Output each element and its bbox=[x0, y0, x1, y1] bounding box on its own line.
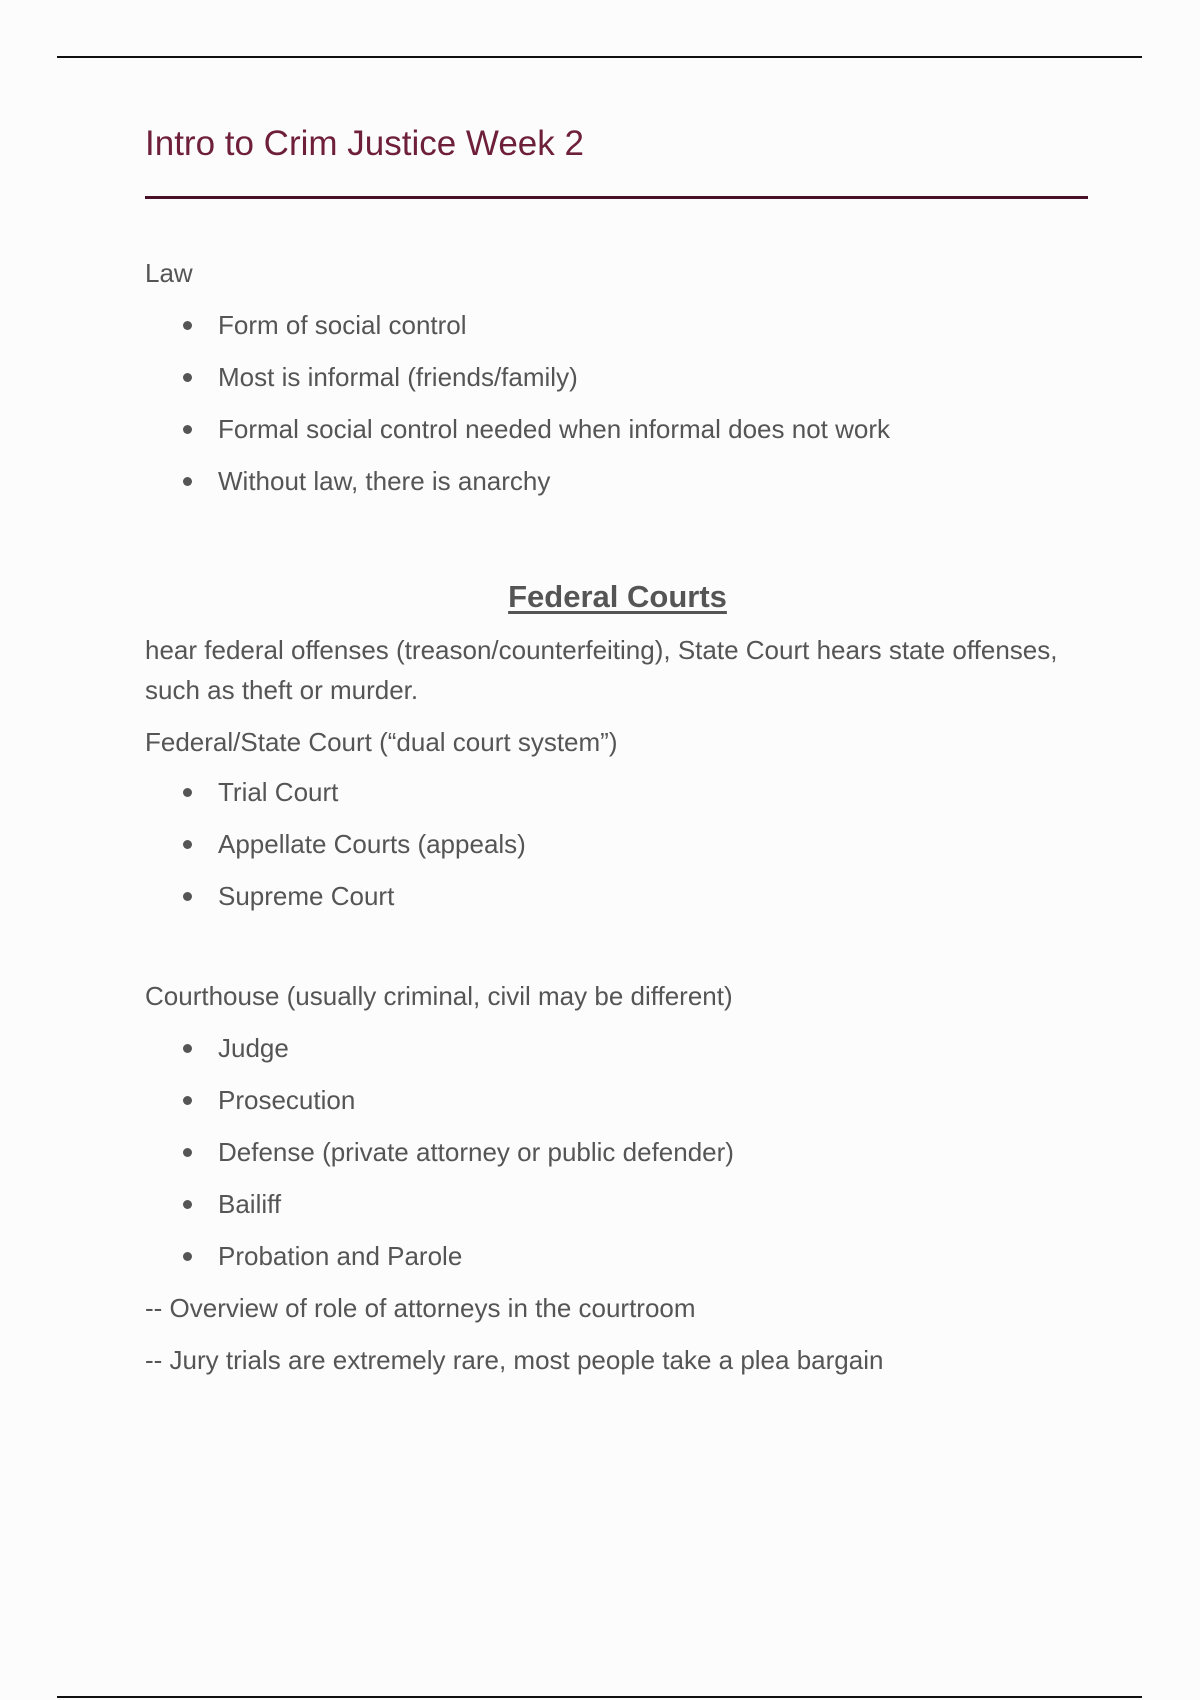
list-item-text: Most is informal (friends/family) bbox=[218, 362, 578, 392]
list-item bbox=[145, 1028, 1090, 1068]
page-bottom-rule bbox=[57, 1696, 1142, 1698]
page-top-rule bbox=[57, 56, 1142, 58]
bullet-icon bbox=[183, 1252, 192, 1261]
list-item-text: Defense (private attorney or public defender) bbox=[218, 1137, 734, 1167]
bullet-icon bbox=[183, 1044, 192, 1053]
bullet-icon bbox=[183, 840, 192, 849]
list-item-text: Without law, there is anarchy bbox=[218, 466, 551, 496]
list-item bbox=[145, 1184, 1090, 1224]
list-item-text: Form of social control bbox=[218, 310, 467, 340]
bullet-icon bbox=[183, 788, 192, 797]
list-item bbox=[145, 305, 1090, 345]
list-item bbox=[145, 1080, 1090, 1120]
list-item-text: Probation and Parole bbox=[218, 1241, 463, 1271]
list-item-text: Trial Court bbox=[218, 777, 339, 807]
list-item-text: Bailiff bbox=[218, 1189, 282, 1219]
bullet-icon bbox=[183, 892, 192, 901]
document-body bbox=[145, 118, 1090, 1380]
bullet-icon bbox=[183, 1096, 192, 1105]
law-heading: Law bbox=[145, 258, 193, 288]
court-levels-list bbox=[145, 772, 1090, 916]
list-item bbox=[145, 1132, 1090, 1172]
list-item-text: Appellate Courts (appeals) bbox=[218, 829, 526, 859]
bullet-icon bbox=[183, 1148, 192, 1157]
list-item-text: Supreme Court bbox=[218, 881, 395, 911]
list-item-text: Prosecution bbox=[218, 1085, 356, 1115]
section-heading-federal-courts: Federal Courts bbox=[508, 579, 727, 614]
document-title: Intro to Crim Justice Week 2 bbox=[145, 124, 584, 163]
federal-courts-paragraph: hear federal offenses (treason/counterfeiting), State Court hears state offenses, such as theft or murder. bbox=[145, 635, 1058, 705]
law-bullet-list bbox=[145, 305, 1090, 501]
bullet-icon bbox=[183, 321, 192, 330]
bullet-icon bbox=[183, 425, 192, 434]
courthouse-heading: Courthouse (usually criminal, civil may be different) bbox=[145, 981, 733, 1011]
list-item bbox=[145, 1236, 1090, 1276]
list-item-text: Formal social control needed when informal does not work bbox=[218, 414, 891, 444]
list-item bbox=[145, 409, 1090, 449]
bullet-icon bbox=[183, 1200, 192, 1209]
list-item-text: Judge bbox=[218, 1033, 289, 1063]
list-item bbox=[145, 461, 1090, 501]
dual-court-paragraph: Federal/State Court (“dual court system”) bbox=[145, 727, 618, 757]
note-attorneys: -- Overview of role of attorneys in the courtroom bbox=[145, 1293, 696, 1323]
bullet-icon bbox=[183, 373, 192, 382]
list-item bbox=[145, 824, 1090, 864]
list-item bbox=[145, 876, 1090, 916]
list-item bbox=[145, 357, 1090, 397]
courthouse-roles-list bbox=[145, 1028, 1090, 1276]
bullet-icon bbox=[183, 477, 192, 486]
list-item bbox=[145, 772, 1090, 812]
note-jury-trials: -- Jury trials are extremely rare, most people take a plea bargain bbox=[145, 1345, 884, 1375]
title-underline bbox=[145, 196, 1088, 199]
